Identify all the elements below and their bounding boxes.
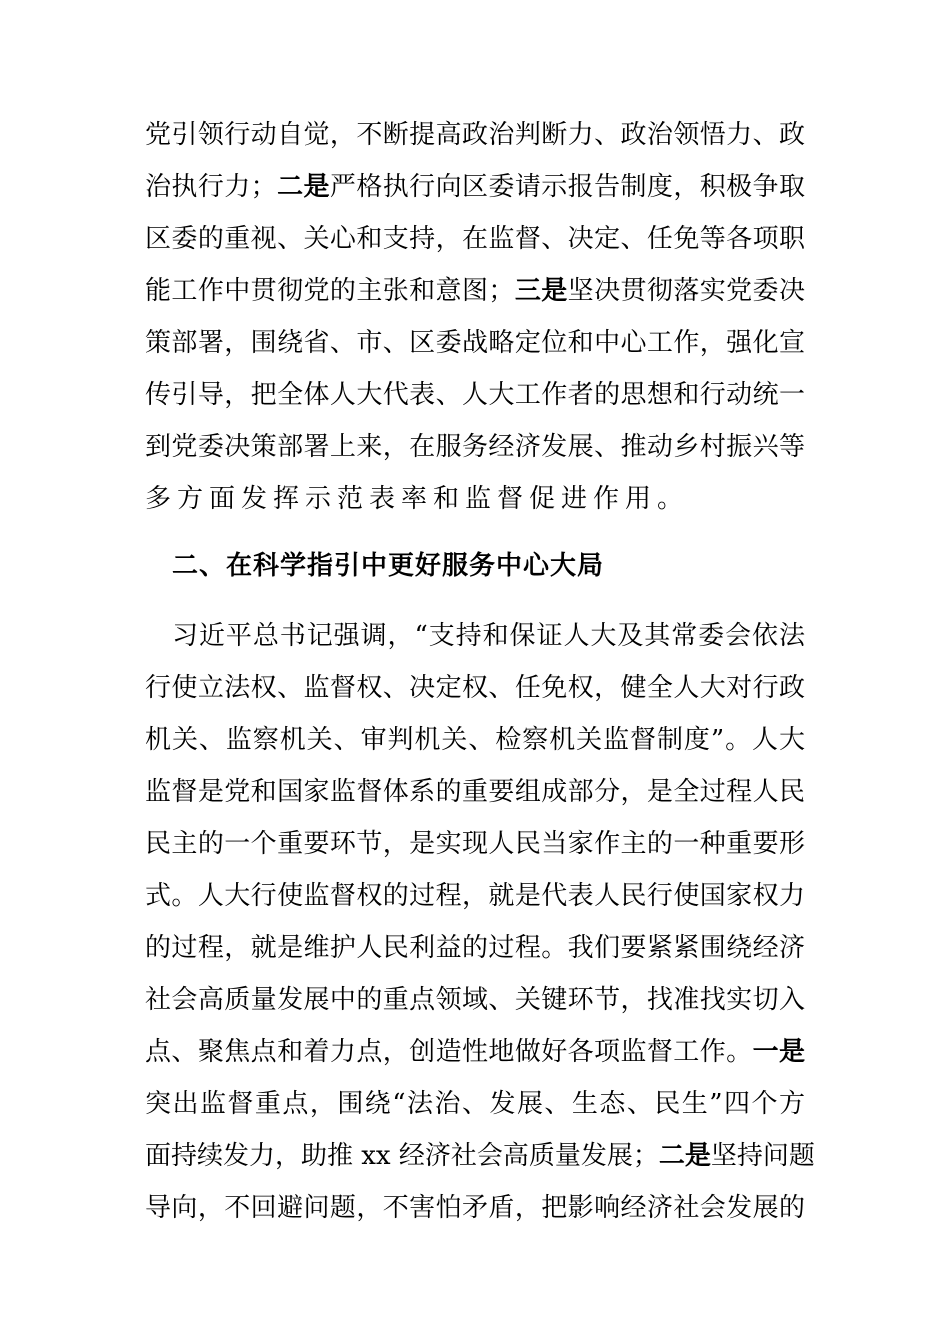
text-segment: 机关、监察机关、审判机关、检察机关监督制度”。人大 — [145, 725, 805, 755]
text-segment: 导向，不回避问题，不害怕矛盾，把影响经济社会发展的 — [145, 1193, 805, 1223]
text-line — [145, 826, 805, 862]
text-segment: 习近平总书记强调，“支持和保证人大及其常委会依法 — [172, 621, 805, 651]
text-segment: 坚决贯彻落实党委决 — [567, 276, 805, 306]
text-segment: 社会高质量发展中的重点领域、关键环节，找准找实切入 — [145, 985, 805, 1015]
text-segment: 突出监督重点，围绕“法治、发展、生态、民生”四个方 — [145, 1089, 805, 1119]
text-segment: 严格执行向区委请示报告制度，积极争取 — [329, 172, 805, 202]
text-line — [145, 1190, 805, 1226]
text-segment: 传引导，把全体人大代表、人大工作者的思想和行动统一 — [145, 380, 805, 410]
bold-text: 三是 — [514, 276, 568, 306]
text-segment: 行使立法权、监督权、决定权、任免权，健全人大对行政 — [145, 673, 805, 703]
text-line — [172, 618, 805, 654]
text-line — [145, 1138, 815, 1174]
text-line — [145, 878, 805, 914]
text-line — [145, 221, 805, 257]
text-segment: 到党委决策部署上来，在服务经济发展、推动乡村振兴等 — [145, 432, 805, 462]
bold-text: 二是 — [658, 1141, 711, 1171]
text-line — [145, 169, 805, 205]
bold-text: 二是 — [276, 172, 330, 202]
text-segment: 点、聚焦点和着力点，创造性地做好各项监督工作。 — [145, 1037, 753, 1067]
text-segment: 能工作中贯彻党的主张和意图； — [145, 276, 515, 306]
text-segment: 治执行力； — [145, 172, 277, 202]
text-segment: 民主的一个重要环节，是实现人民当家作主的一种重要形 — [145, 829, 805, 859]
text-line — [145, 117, 805, 153]
text-line — [145, 429, 805, 465]
text-line — [145, 722, 805, 758]
text-segment: 多方面发挥示范表率和监督促进作用。 — [145, 484, 690, 514]
text-line — [145, 670, 805, 706]
text-line — [145, 930, 805, 966]
text-line — [145, 481, 805, 517]
text-line — [145, 1086, 805, 1122]
text-line — [145, 1034, 805, 1070]
text-segment: 区委的重视、关心和支持，在监督、决定、任免等各项职 — [145, 224, 805, 254]
text-segment: 式。人大行使监督权的过程，就是代表人民行使国家权力 — [145, 881, 805, 911]
text-line — [145, 377, 805, 413]
text-segment: 坚持问题 — [710, 1141, 815, 1171]
text-line — [145, 325, 805, 361]
text-segment: 的过程，就是维护人民利益的过程。我们要紧紧围绕经济 — [145, 933, 805, 963]
text-line — [145, 774, 805, 810]
text-line — [145, 982, 805, 1018]
text-segment: 党引领行动自觉，不断提高政治判断力、政治领悟力、政 — [145, 120, 805, 150]
text-line — [145, 273, 805, 309]
section-heading: 二、在科学指引中更好服务中心大局 — [172, 551, 605, 581]
text-segment: 面持续发力，助推 xx 经济社会高质量发展； — [145, 1141, 659, 1171]
bold-text: 一是 — [752, 1037, 805, 1067]
text-segment: 监督是党和国家监督体系的重要组成部分，是全过程人民 — [145, 777, 805, 807]
text-segment: 策部署，围绕省、市、区委战略定位和中心工作，强化宣 — [145, 328, 805, 358]
